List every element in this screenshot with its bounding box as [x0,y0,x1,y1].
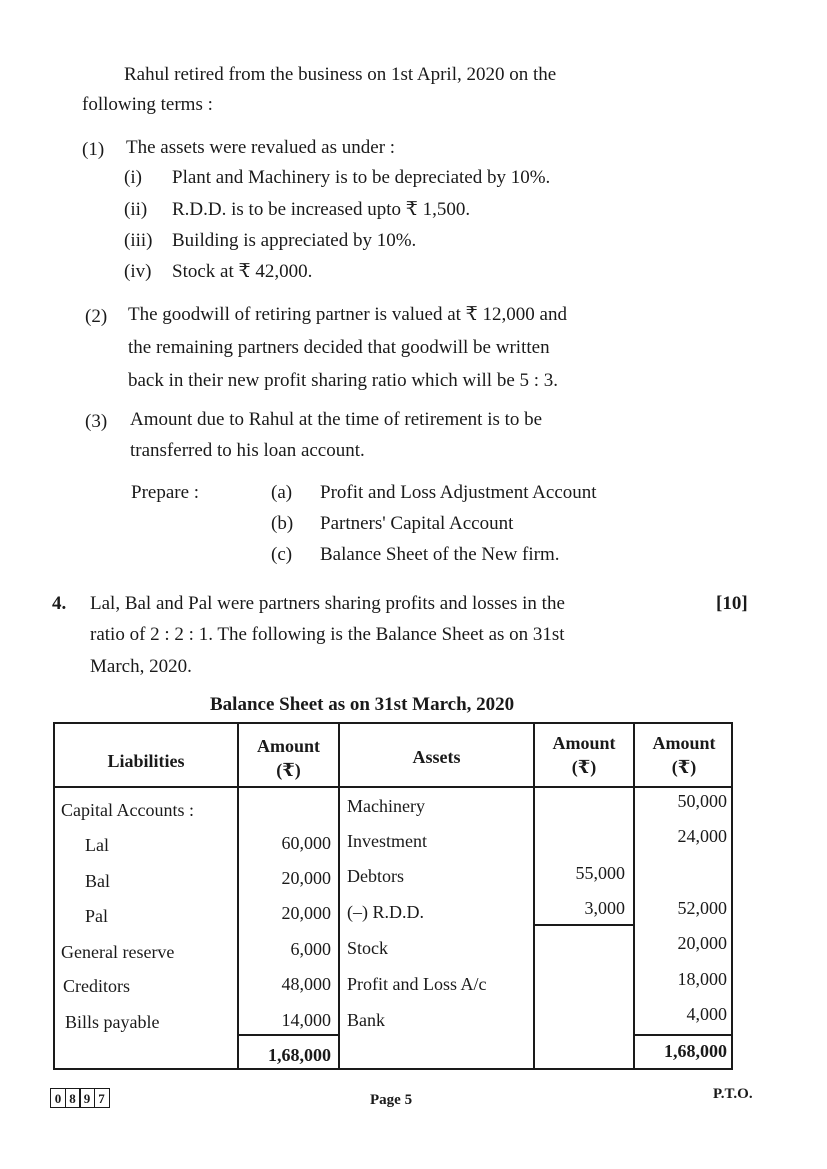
liability-label: Pal [85,906,109,926]
liability-amount: 60,000 [281,833,331,853]
revaluation-text: Building is appreciated by 10%. [172,230,417,251]
prepare-number: (c) [271,544,293,565]
asset-amount: 18,000 [677,969,727,989]
total-rule [237,1034,340,1036]
asset-label: Stock [347,938,389,958]
asset-label: (–) R.D.D. [347,902,424,922]
term-text: The assets were revalued as under : [126,137,396,158]
header-amount: Amount [552,733,616,753]
term-text: the remaining partners decided that goodwill be written [128,337,550,358]
header-amount: Amount [256,736,320,756]
liability-label: Creditors [63,976,130,996]
header-rupee: (₹) [571,757,597,777]
asset-label: Debtors [347,866,404,886]
header-assets: Assets [412,747,461,767]
prepare-number: (a) [271,482,293,503]
balance-sheet-title: Balance Sheet as on 31st March, 2020 [210,694,515,715]
asset-label: Bank [347,1010,385,1030]
revaluation-text: Plant and Machinery is to be depreciated by 10%. [172,167,551,188]
asset-label: Investment [347,831,427,851]
asset-label: Profit and Loss A/c [347,974,487,994]
paper-code [50,1088,108,1108]
total-liabilities: 1,68,000 [268,1045,331,1065]
liability-label: Bills payable [65,1012,160,1032]
page-number: Page 5 [370,1092,413,1108]
liability-label: Lal [85,835,109,855]
asset-amount: 4,000 [686,1004,727,1024]
liability-label: Capital Accounts : [61,800,194,820]
term-text: Amount due to Rahul at the time of retirement is to be [130,409,543,430]
header-liabilities: Liabilities [107,751,185,771]
code-digit: 7 [94,1088,110,1108]
liability-amount: 14,000 [281,1010,331,1030]
total-rule [633,1034,731,1036]
asset-amount: 50,000 [677,791,727,811]
term-number: (3) [85,411,108,432]
header-amount: Amount [652,733,716,753]
asset-amount: 52,000 [677,898,727,918]
asset-label: Machinery [347,796,425,816]
liability-amount: 48,000 [281,974,331,994]
code-digit: 0 [50,1088,66,1108]
prepare-number: (b) [271,513,294,534]
question-text: March, 2020. [90,656,192,677]
liability-label: General reserve [61,942,175,962]
intro-line-1: Rahul retired from the business on 1st April, 2020 on the [124,64,557,85]
code-digit: 9 [79,1088,95,1108]
term-number: (1) [82,139,105,160]
header-rule [55,786,731,788]
question-number: 4. [52,593,67,614]
prepare-item: Partners' Capital Account [320,513,514,534]
revaluation-number: (iii) [124,230,153,251]
pto-label: P.T.O. [713,1086,753,1102]
header-rupee: (₹) [671,757,697,777]
revaluation-number: (i) [124,167,142,188]
header-rupee: (₹) [276,760,301,780]
asset-amount: 20,000 [677,933,727,953]
prepare-label: Prepare : [131,482,200,503]
asset-amount: 24,000 [677,826,727,846]
liability-amount: 20,000 [281,903,331,923]
revaluation-text: Stock at ₹ 42,000. [172,261,313,282]
term-text: back in their new profit sharing ratio which will be 5 : 3. [128,370,559,391]
liability-amount: 6,000 [290,939,331,959]
total-assets: 1,68,000 [664,1041,727,1061]
liability-label: Bal [85,871,110,891]
liability-amount: 20,000 [281,868,331,888]
intro-line-2: following terms : [82,94,213,115]
prepare-item: Profit and Loss Adjustment Account [320,482,597,503]
subtotal-rule [533,924,633,926]
balance-sheet-table [53,722,733,1070]
question-text: ratio of 2 : 2 : 1. The following is the Balance Sheet as on 31st [90,624,565,645]
revaluation-number: (ii) [124,199,148,220]
term-text: transferred to his loan account. [130,440,365,461]
question-text: Lal, Bal and Pal were partners sharing profits and losses in the [90,593,565,614]
asset-inner-amount: 55,000 [575,863,625,883]
column-rule [338,724,340,1068]
revaluation-number: (iv) [124,261,152,282]
term-text: The goodwill of retiring partner is valued at ₹ 12,000 and [128,304,567,325]
term-number: (2) [85,306,108,327]
revaluation-text: R.D.D. is to be increased upto ₹ 1,500. [172,199,471,220]
code-digit: 8 [65,1088,81,1108]
marks-badge: [10] [716,593,748,614]
asset-inner-amount: 3,000 [584,898,625,918]
prepare-item: Balance Sheet of the New firm. [320,544,560,565]
